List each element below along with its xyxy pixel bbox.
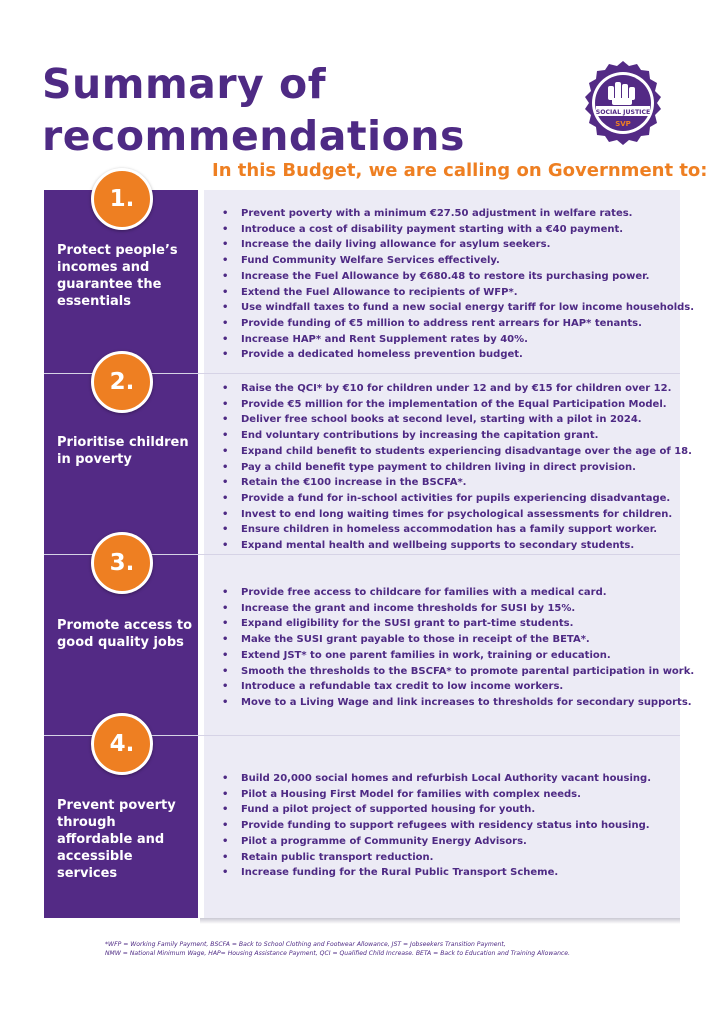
- badge-label-top: SOCIAL JUSTICE: [595, 109, 651, 116]
- list-item: • Increase the grant and income thresholds for SUSI by 15%.: [222, 601, 674, 617]
- list-item: • Extend the Fuel Allowance to recipients of WFP*.: [222, 285, 674, 301]
- list-item: • Provide free access to childcare for families with a medical card.: [222, 585, 674, 601]
- recommendation-list: [222, 381, 692, 554]
- list-item: • Retain the €100 increase in the BSCFA*.: [222, 475, 674, 491]
- social-justice-seal-icon: [580, 60, 666, 146]
- section-number-badge: 4.: [91, 713, 153, 775]
- footnote-line-1: *WFP = Working Family Payment, BSCFA = Back to School Clothing and Footwear Allowance, JST = Jobseekers Transition Payment,: [105, 941, 506, 948]
- recommendation-section-2: [44, 369, 692, 554]
- list-item: • Increase HAP* and Rent Supplement rates by 40%.: [222, 332, 674, 348]
- list-item: • Increase the Fuel Allowance by €680.48 to restore its purchasing power.: [222, 269, 674, 285]
- section-number-badge: 3.: [91, 532, 153, 594]
- list-item: • Ensure children in homeless accommodation has a family support worker.: [222, 522, 674, 538]
- list-item: • Extend JST* to one parent families in work, training or education.: [222, 648, 674, 664]
- section-heading: Promote access to good quality jobs: [57, 618, 193, 650]
- footnote: [105, 940, 705, 958]
- list-item: • Raise the QCI* by €10 for children under 12 and by €15 for children over 12.: [222, 381, 674, 397]
- list-item: • Retain public transport reduction.: [222, 850, 674, 866]
- list-item: • Expand child benefit to students experiencing disadvantage over the age of 18.: [222, 444, 674, 460]
- list-item: • Use windfall taxes to fund a new social energy tariff for low income households.: [222, 300, 674, 316]
- list-item: • Move to a Living Wage and link increases to thresholds for secondary supports.: [222, 695, 674, 711]
- list-item: • Build 20,000 social homes and refurbish Local Authority vacant housing.: [222, 771, 674, 787]
- list-item: • Pilot a programme of Community Energy Advisors.: [222, 834, 674, 850]
- page-title-line-2: recommendations: [42, 112, 465, 160]
- list-item: • End voluntary contributions by increasing the capitation grant.: [222, 428, 674, 444]
- recommendation-section-1: [44, 186, 695, 373]
- list-item: • Expand eligibility for the SUSI grant to part-time students.: [222, 616, 674, 632]
- panel-shadow: [200, 918, 680, 924]
- list-item: • Introduce a cost of disability payment starting with a €40 payment.: [222, 222, 674, 238]
- list-item: • Smooth the thresholds to the BSCFA* to promote parental participation in work.: [222, 664, 674, 680]
- footnote-line-2: NMW = National Minimum Wage, HAP= Housing Assistance Payment, QCI = Qualified Child Increase. BETA = Back to Education and Training Allowance.: [105, 950, 570, 957]
- list-item: • Fund a pilot project of supported housing for youth.: [222, 802, 674, 818]
- list-item: • Fund Community Welfare Services effectively.: [222, 253, 674, 269]
- list-item: • Provide a fund for in-school activities for pupils experiencing disadvantage.: [222, 491, 674, 507]
- list-item: • Pilot a Housing First Model for families with complex needs.: [222, 787, 674, 803]
- section-heading: Prioritise children in poverty: [57, 435, 189, 467]
- page-subtitle: In this Budget, we are calling on Government to:: [212, 160, 708, 181]
- list-item: • Pay a child benefit type payment to children living in direct provision.: [222, 460, 674, 476]
- recommendation-list: [222, 771, 674, 881]
- list-item: • Increase funding for the Rural Public Transport Scheme.: [222, 865, 674, 881]
- section-heading: Protect people’s incomes and guarantee the essentials: [57, 243, 178, 309]
- list-item: • Provide €5 million for the implementation of the Equal Participation Model.: [222, 397, 674, 413]
- social-justice-badge: [580, 60, 666, 146]
- list-item: • Invest to end long waiting times for psychological assessments for children.: [222, 507, 674, 523]
- recommendation-list: [222, 585, 695, 711]
- list-item: • Introduce a refundable tax credit to low income workers.: [222, 679, 674, 695]
- list-item: • Expand mental health and wellbeing supports to secondary students.: [222, 538, 674, 554]
- recommendation-section-4: [44, 731, 680, 918]
- list-item: • Increase the daily living allowance for asylum seekers.: [222, 237, 674, 253]
- section-number-badge: 2.: [91, 351, 153, 413]
- recommendation-list: [222, 206, 695, 363]
- page-title-line-1: Summary of: [42, 60, 327, 108]
- list-item: • Provide funding to support refugees with residency status into housing.: [222, 818, 674, 834]
- list-item: • Prevent poverty with a minimum €27.50 adjustment in welfare rates.: [222, 206, 674, 222]
- section-heading: Prevent poverty through affordable and accessible services: [57, 798, 176, 881]
- list-item: • Provide a dedicated homeless prevention budget.: [222, 347, 674, 363]
- page-title: [42, 58, 465, 162]
- list-item: • Make the SUSI grant payable to those in receipt of the BETA*.: [222, 632, 674, 648]
- list-item: • Deliver free school books at second level, starting with a pilot in 2024.: [222, 412, 674, 428]
- recommendation-section-3: [44, 550, 695, 735]
- badge-label-bottom: SVP: [615, 120, 631, 128]
- list-item: • Provide funding of €5 million to address rent arrears for HAP* tenants.: [222, 316, 674, 332]
- section-number-badge: 1.: [91, 168, 153, 230]
